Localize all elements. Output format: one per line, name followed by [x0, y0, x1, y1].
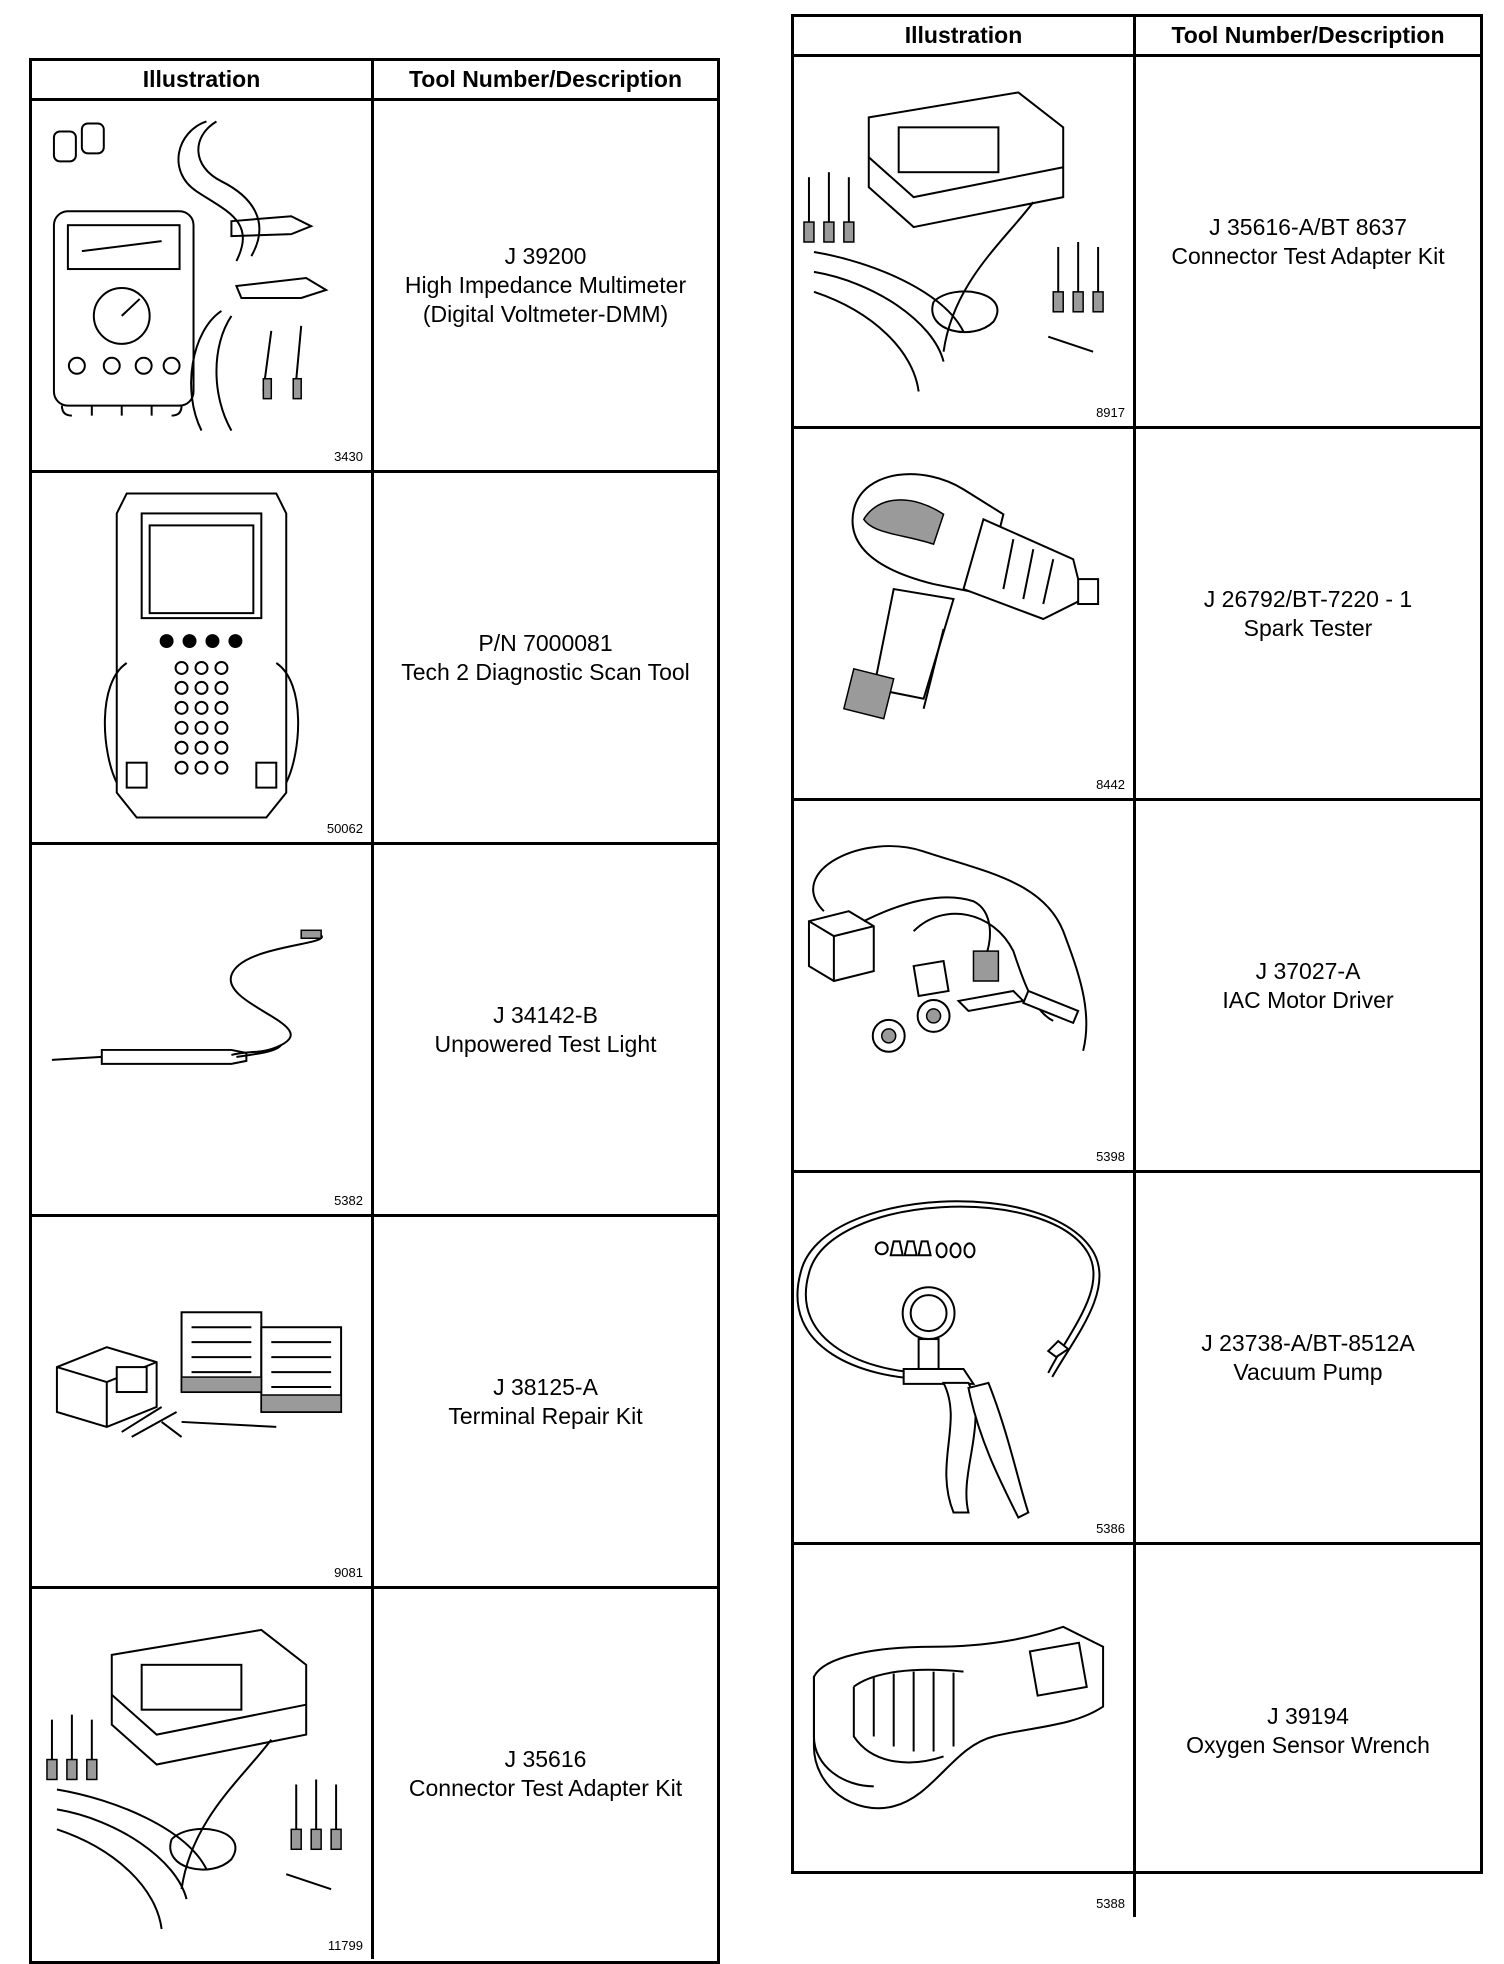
- repair-kit-icon: [32, 1217, 371, 1586]
- header-illustration: Illustration: [32, 61, 374, 98]
- adapter-kit-icon: [794, 57, 1133, 426]
- table-row: [794, 429, 1480, 801]
- figure-number: 5382: [334, 1193, 363, 1208]
- tool-name: Terminal Repair Kit: [448, 1402, 643, 1429]
- table-row: [32, 473, 717, 845]
- tool-description: [374, 101, 717, 470]
- illustration-cell: [794, 1545, 1136, 1917]
- figure-number: 11799: [327, 1938, 363, 1953]
- table-row: [32, 845, 717, 1217]
- figure-number: 8442: [1096, 777, 1125, 792]
- tool-number: P/N 7000081: [478, 629, 613, 656]
- illustration-cell: [32, 1217, 374, 1586]
- figure-number: 5388: [1096, 1896, 1125, 1911]
- vacuum-pump-icon: [794, 1173, 1133, 1542]
- tool-description: [1136, 57, 1480, 426]
- tool-description: [1136, 1173, 1480, 1542]
- wrench-icon: [794, 1545, 1133, 1917]
- tool-number: J 35616: [504, 1746, 587, 1773]
- table-row: [32, 101, 717, 473]
- table-header: [794, 17, 1480, 57]
- header-tool-description: Tool Number/Description: [1171, 22, 1445, 48]
- adapter-kit-icon: [32, 1589, 371, 1959]
- scan-tool-icon: [32, 473, 371, 842]
- tool-description: [1136, 801, 1480, 1170]
- table-row: [794, 1173, 1480, 1545]
- figure-number: 50062: [326, 821, 363, 836]
- illustration-cell: [32, 845, 374, 1214]
- header-tool-description: Tool Number/Description: [408, 66, 683, 92]
- tool-description: [374, 473, 717, 842]
- tool-number: J 23738-A/BT-8512A: [1201, 1329, 1415, 1356]
- tool-description: [374, 845, 717, 1214]
- figure-number: 8917: [1096, 405, 1125, 420]
- tool-description: [374, 1589, 717, 1959]
- illustration-cell: [794, 1173, 1136, 1542]
- table-row: [794, 1545, 1480, 1917]
- multimeter-icon: [32, 101, 371, 470]
- table-row: [794, 57, 1480, 429]
- tool-description: [1136, 1545, 1480, 1917]
- tool-number: J 35616-A/BT 8637: [1209, 213, 1407, 240]
- tool-number: J 34142-B: [493, 1001, 598, 1028]
- tool-name: Unpowered Test Light: [434, 1030, 657, 1057]
- header-illustration: Illustration: [794, 17, 1136, 54]
- table-header: [32, 61, 717, 101]
- spark-tester-icon: [794, 429, 1133, 798]
- illustration-cell: [794, 429, 1136, 798]
- tool-name: Oxygen Sensor Wrench: [1186, 1732, 1430, 1758]
- tool-number: J 37027-A: [1255, 957, 1361, 984]
- tool-name: Connector Test Adapter Kit: [408, 1775, 683, 1801]
- tool-name: Tech 2 Diagnostic Scan Tool: [401, 658, 690, 685]
- illustration-cell: [32, 473, 374, 842]
- illustration-cell: [794, 57, 1136, 426]
- tool-name: IAC Motor Driver: [1222, 986, 1394, 1013]
- illustration-cell: [794, 801, 1136, 1170]
- motor-driver-icon: [794, 801, 1133, 1170]
- figure-number: 9081: [334, 1565, 363, 1580]
- tool-table-left: [29, 58, 720, 1964]
- table-row: [32, 1217, 717, 1589]
- tool-description: [374, 1217, 717, 1586]
- test-light-icon: [32, 845, 371, 1214]
- tool-name: Spark Tester: [1243, 614, 1373, 641]
- figure-number: 5386: [1096, 1521, 1125, 1536]
- tool-name: Vacuum Pump: [1233, 1358, 1383, 1385]
- tool-description: [1136, 429, 1480, 798]
- illustration-cell: [32, 101, 374, 470]
- figure-number: 5398: [1096, 1149, 1125, 1164]
- figure-number: 3430: [334, 449, 363, 464]
- table-row: [32, 1589, 717, 1959]
- tool-name: Connector Test Adapter Kit: [1171, 242, 1445, 269]
- illustration-cell: [32, 1589, 374, 1959]
- tool-note: (Digital Voltmeter-DMM): [422, 300, 669, 327]
- tool-number: J 39200: [504, 243, 587, 270]
- tool-number: J 39194: [1267, 1703, 1349, 1730]
- tool-number: J 26792/BT-7220 - 1: [1203, 585, 1413, 612]
- tool-name: High Impedance Multimeter: [404, 272, 687, 299]
- table-row: [794, 801, 1480, 1173]
- tool-table-right: [791, 14, 1483, 1911]
- tool-number: J 38125-A: [493, 1373, 598, 1400]
